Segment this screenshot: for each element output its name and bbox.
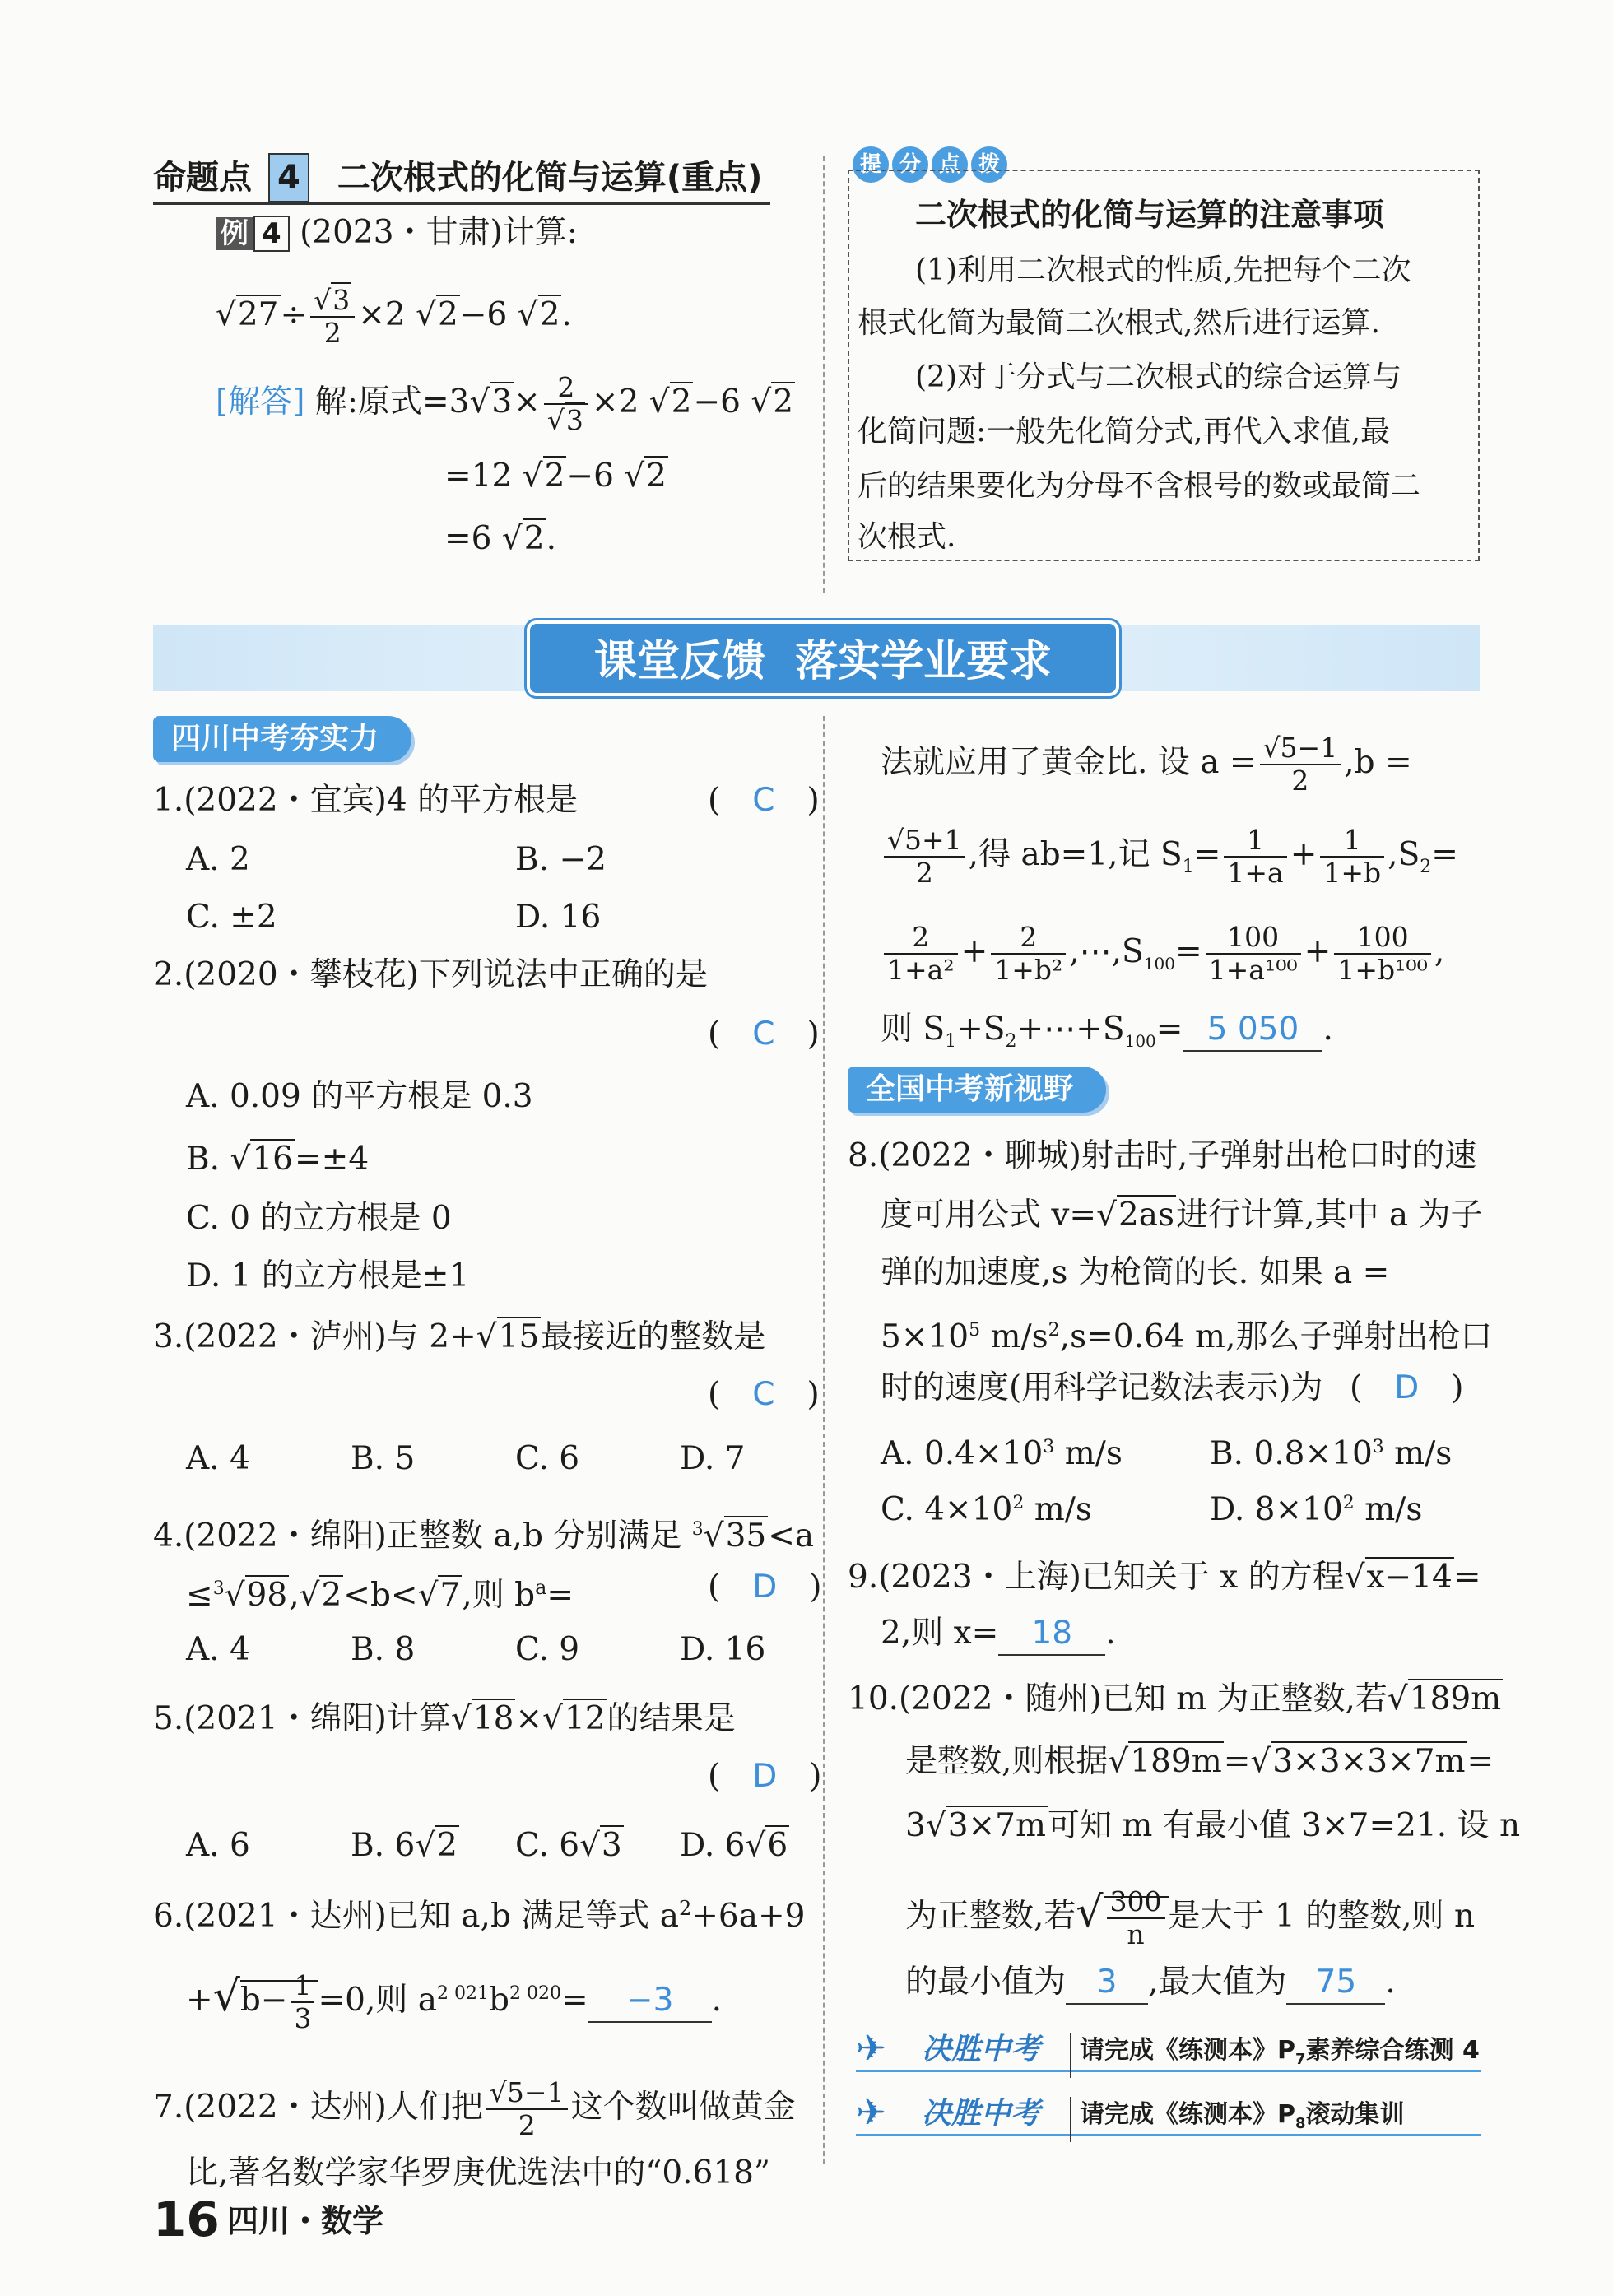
q10-stem-line-5: 的最小值为 3 ,最大值为 75 . [905,1962,1396,2005]
q4-stem-line-2: ≤$^3$√ 98,√ 2<b<√ 7,则 $b^a=$ [186,1567,574,1616]
q3-option-c[interactable]: C. 6 [515,1440,580,1477]
q1-option-a[interactable]: A. 2 [186,841,250,878]
q8-stem-line-3: 弹的加速度,s 为枪筒的长. 如果 a = [881,1254,1390,1291]
tip-tag-3: 点 [932,146,968,183]
q9-stem-line-2: 2,则 x= 18 . [881,1613,1116,1656]
example-header [216,212,578,254]
q7-right-line-3: $\frac{2}{\text{1+a²}}$ + $\frac{2}{\text{1+b²}}$ $,\cdots,S_{100}=$ $\frac{100}{\text{1+a¹⁰⁰}}$ + $\frac{100}{\text{1+b¹⁰⁰}}$ , [881,922,1444,986]
q5-stem: 5.(2021・绵阳)计算√ 18×√ 12的结果是 [153,1699,736,1740]
tips-line-1: (1)利用二次根式的性质,先把每个二次 [915,253,1411,287]
tips-line-2: 根式化简为最简二次根式,然后进行运算. [858,306,1380,340]
q7-stem-line-2: 比,著名数学家华罗庚优选法中的“0.618” [186,2154,770,2191]
footer-brand-1: 决胜中考 [922,2033,1041,2066]
q5-option-a[interactable]: A. 6 [186,1827,250,1864]
q3-answer: ( C ) [708,1376,820,1413]
column-divider-top [823,156,825,593]
tips-line-5: 后的结果要化为分母不含根号的数或最简二 [858,469,1421,503]
q10-stem-line-3: 3√ 3×7m可知 m 有最小值 3×7=21. 设 n [905,1806,1520,1847]
tips-line-4: 化简问题:一般先化简分式,再代入求值,最 [858,415,1391,449]
q5-answer: ( D ) [708,1758,822,1795]
q10-stem-line-4: 为正整数,若√ $\frac{300}{n}$ 是大于 1 的整数,则 n [905,1885,1476,1950]
q8-stem: 8.(2022・聊城)射击时,子弹射出枪口时的速 [848,1137,1477,1174]
q3-option-b[interactable]: B. 5 [351,1440,416,1477]
example-label: 例 [216,217,253,250]
page-label: 四川・数学 [227,2203,384,2239]
runner-icon: ✈ [856,2028,886,2070]
q10-answer-min: 3 [1066,1962,1148,2005]
q9-stem: 9.(2023・上海)已知关于 x 的方程√ x−14= [848,1557,1481,1598]
q4-option-c[interactable]: C. 9 [515,1631,580,1668]
footer-brand-2: 决胜中考 [922,2097,1041,2131]
answer-label: [解答] [216,383,305,421]
topic-title: 二次根式的化简与运算(重点) [337,159,763,197]
q2-answer: ( C ) [708,1016,820,1053]
q3-option-d[interactable]: D. 7 [680,1440,746,1477]
footer-link-2[interactable] [856,2090,1481,2136]
q6-stem-line-2: +√b− $\frac{1}{3}$ =0,则 $a^{2 021}b^{2 020}= -3$ . [186,1969,723,2034]
example-number: 4 [253,216,290,252]
example-expression: √ 27÷ √ $\frac{3}{2}$ ×2 √ 2−6 √ 2. [216,285,572,349]
tips-box [848,170,1480,561]
q10-stem-line-2: 是整数,则根据√ 189m=√ 3×3×3×7m= [905,1741,1494,1782]
q10-stem: 10.(2022・随州)已知 m 为正整数,若√ 189m [848,1679,1503,1720]
solution-line-2: =12 √ 2−6 √ 2 [444,456,668,497]
q7-answer: 5 050 [1183,1009,1322,1052]
q8-option-c[interactable]: C. $4\times 10^2$ m/s [881,1491,1092,1528]
q2-option-c[interactable]: C. 0 的立方根是 0 [186,1200,452,1237]
q2-stem: 2.(2020・攀枝花)下列说法中正确的是 [153,956,708,993]
footer-text-2: 请完成《练测本》$P_8$滚动集训 [1070,2097,1405,2142]
q4-option-a[interactable]: A. 4 [186,1631,250,1668]
tip-tag-1: 提 [853,146,889,183]
q5-option-d[interactable]: D. 6√ 6 [680,1825,789,1866]
q8-option-b[interactable]: B. $0.8\times 10^3$ m/s [1210,1435,1453,1472]
tips-line-6: 次根式. [858,520,956,554]
footer-text-1: 请完成《练测本》$P_7$素养综合练测 4 [1070,2033,1480,2078]
q2-option-b[interactable]: B. √ 16=±4 [186,1139,369,1180]
q6-answer: −3 [588,1980,712,2023]
q1-option-b[interactable]: B. −2 [515,841,607,878]
runner-icon: ✈ [856,2092,886,2134]
q10-answer-max: 75 [1286,1962,1385,2005]
page-number: 16 [153,2191,220,2247]
q7-right-line-1: 法就应用了黄金比. 设 a = $\frac{√5-1}{2}$ ,b = [881,732,1412,797]
tips-title: 二次根式的化简与运算的注意事项 [915,197,1385,233]
q5-option-c[interactable]: C. 6√ 3 [515,1825,624,1866]
q8-stem-line-2: 度可用公式 v=√ 2as进行计算,其中 a 为子 [881,1195,1483,1236]
q8-stem-line-5: 时的速度(用科学记数法表示)为 [881,1369,1323,1406]
tips-line-3: (2)对于分式与二次根式的综合运算与 [915,360,1401,394]
topic-number: 4 [268,153,309,202]
q7-right-line-2: $\frac{√5+1}{2}$ ,得 ab=1,记 $S_1=$ $\frac{1}{1+a}$ + $\frac{1}{1+b}$ $,S_2=$ [881,825,1458,889]
q5-option-b[interactable]: B. 6√ 2 [351,1825,459,1866]
q9-answer: 18 [998,1613,1105,1656]
q3-stem: 3.(2022・泸州)与 2+√ 15最接近的整数是 [153,1317,765,1358]
q4-option-b[interactable]: B. 8 [351,1631,416,1668]
topic-label: 命题点 [153,159,252,197]
q4-stem: 4.(2022・绵阳)正整数 a,b 分别满足 $^3$√ 35<a [153,1509,814,1557]
q8-option-a[interactable]: A. $0.4\times 10^3$ m/s [881,1435,1123,1472]
topic-header [153,153,770,205]
section-sichuan: 四川中考夯实力 [153,716,411,762]
q8-stem-line-4: $5\times 10^5$ $m/s^2,s=0.64$ m,那么子弹射出枪口 [881,1318,1493,1355]
q7-right-line-4: 则 $S_1+S_2+\cdots+S_{100}= 5$ 050 . [881,1011,1333,1052]
solution-line-3: =6 √ 2. [444,518,556,560]
example-source: (2023・甘肃)计算: [300,214,578,251]
q1-option-d[interactable]: D. 16 [515,899,602,936]
solution-line-1: [解答] 解:原式=3√ 3× 2 √ 3 ×2 √ 2−6 √ 2 [216,372,795,436]
banner-title: 课堂反馈 落实学业要求 [527,620,1119,696]
q1-stem: 1.(2022・宜宾)4 的平方根是 [153,782,579,819]
q8-option-d[interactable]: D. $8\times 10^2$ m/s [1210,1491,1423,1528]
q2-option-d[interactable]: D. 1 的立方根是±1 [186,1257,470,1294]
column-divider-bottom [823,716,825,2164]
q1-option-c[interactable]: C. ±2 [186,899,277,936]
q4-answer: ( D ) [708,1569,822,1606]
q7-stem: 7.(2022・达州)人们把 $\frac{√5-1}{2}$ 这个数叫做黄金 [153,2076,796,2141]
q3-option-a[interactable]: A. 4 [186,1440,250,1477]
q4-option-d[interactable]: D. 16 [680,1631,766,1668]
footer-link-1[interactable] [856,2026,1481,2072]
tip-tag-2: 分 [892,146,928,183]
q6-stem: 6.(2021・达州)已知 a,b 满足等式 $a^2+6a+9$ [153,1897,806,1935]
q2-option-a[interactable]: A. 0.09 的平方根是 0.3 [186,1078,533,1115]
tip-tag-4: 拨 [971,146,1007,183]
q8-answer: ( D ) [1350,1369,1464,1406]
q1-answer: ( C ) [708,782,820,819]
section-national: 全国中考新视野 [848,1067,1106,1113]
